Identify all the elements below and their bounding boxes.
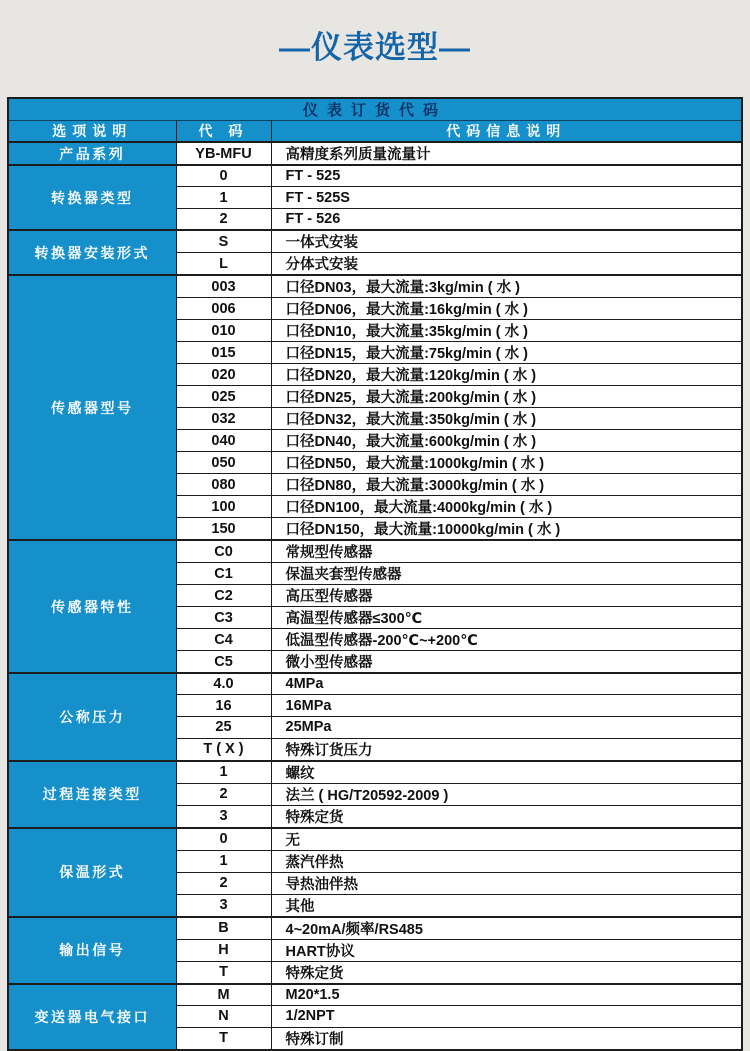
code-cell: B [176,917,271,940]
code-cell: 050 [176,452,271,474]
desc-cell: 常规型传感器 [271,540,742,563]
code-cell: H [176,939,271,961]
code-cell: C2 [176,585,271,607]
table-title: 仪表订货代码 [8,98,742,121]
desc-cell: 其他 [271,894,742,917]
code-cell: N [176,1006,271,1028]
desc-cell: 保温夹套型传感器 [271,563,742,585]
table-row [8,673,742,695]
table-title-row [8,98,742,121]
desc-cell: 口径DN50，最大流量:1000kg/min ( 水 ) [271,452,742,474]
desc-cell: 4MPa [271,673,742,695]
code-cell: 0 [176,828,271,851]
code-cell: 150 [176,518,271,541]
group-label: 转换器类型 [8,165,176,230]
desc-cell: 低温型传感器-200℃~+200℃ [271,629,742,651]
desc-cell: 口径DN03，最大流量:3kg/min ( 水 ) [271,275,742,298]
desc-cell: 分体式安装 [271,253,742,276]
code-cell: 006 [176,298,271,320]
desc-cell: 蒸汽伴热 [271,850,742,872]
group-label: 保温形式 [8,828,176,917]
desc-cell: 特殊订货压力 [271,738,742,761]
table-row [8,984,742,1006]
desc-cell: 口径DN25，最大流量:200kg/min ( 水 ) [271,386,742,408]
table-row [8,275,742,298]
table-row [8,917,742,940]
code-cell: 1 [176,850,271,872]
page-title: —仪表选型— [279,30,471,65]
desc-cell: M20*1.5 [271,984,742,1006]
table-row [8,142,742,165]
code-cell: 015 [176,342,271,364]
code-cell: T [176,1027,271,1050]
desc-cell: 口径DN20，最大流量:120kg/min ( 水 ) [271,364,742,386]
code-cell: 003 [176,275,271,298]
desc-cell: 口径DN150，最大流量:10000kg/min ( 水 ) [271,518,742,541]
desc-cell: 16MPa [271,695,742,717]
table-row [8,761,742,784]
code-cell: C5 [176,651,271,674]
code-cell: 2 [176,872,271,894]
code-cell: 1 [176,187,271,209]
code-cell: C4 [176,629,271,651]
table-row [8,165,742,187]
code-cell: M [176,984,271,1006]
table-row [8,540,742,563]
code-cell: 3 [176,805,271,828]
code-cell: C3 [176,607,271,629]
group-label: 转换器安装形式 [8,230,176,275]
col-header-code-info: 代码信息说明 [271,121,742,143]
code-cell: 3 [176,894,271,917]
code-cell: S [176,230,271,253]
code-cell: 100 [176,496,271,518]
desc-cell: 微小型传感器 [271,651,742,674]
desc-cell: 口径DN40，最大流量:600kg/min ( 水 ) [271,430,742,452]
desc-cell: 25MPa [271,717,742,739]
code-cell: 0 [176,165,271,187]
code-cell: 25 [176,717,271,739]
desc-cell: 特殊订制 [271,1027,742,1050]
desc-cell: FT - 526 [271,209,742,231]
desc-cell: 特殊定货 [271,961,742,984]
desc-cell: 高精度系列质量流量计 [271,142,742,165]
desc-cell: FT - 525S [271,187,742,209]
group-label: 过程连接类型 [8,761,176,828]
code-cell: 010 [176,320,271,342]
code-cell: C1 [176,563,271,585]
desc-cell: 4~20mA/频率/RS485 [271,917,742,940]
desc-cell: 1/2NPT [271,1006,742,1028]
desc-cell: 口径DN15，最大流量:75kg/min ( 水 ) [271,342,742,364]
code-cell: 025 [176,386,271,408]
code-cell: 032 [176,408,271,430]
group-label: 传感器特性 [8,540,176,673]
column-header-row [8,121,742,143]
desc-cell: 口径DN10，最大流量:35kg/min ( 水 ) [271,320,742,342]
code-cell: 080 [176,474,271,496]
code-cell: T [176,961,271,984]
col-header-option-description: 选项说明 [8,121,176,143]
code-cell: 2 [176,209,271,231]
code-cell: 2 [176,783,271,805]
code-cell: YB-MFU [176,142,271,165]
group-label: 传感器型号 [8,275,176,540]
table-body [8,142,742,1050]
instrument-ordering-code-table [7,97,743,1051]
desc-cell: 导热油伴热 [271,872,742,894]
desc-cell: 特殊定货 [271,805,742,828]
desc-cell: 口径DN32，最大流量:350kg/min ( 水 ) [271,408,742,430]
table-row [8,828,742,851]
desc-cell: 无 [271,828,742,851]
desc-cell: 口径DN06，最大流量:16kg/min ( 水 ) [271,298,742,320]
desc-cell: 一体式安装 [271,230,742,253]
desc-cell: 高温型传感器≤300℃ [271,607,742,629]
col-header-code: 代 码 [176,121,271,143]
desc-cell: 法兰 ( HG/T20592-2009 ) [271,783,742,805]
group-label: 变送器电气接口 [8,984,176,1050]
code-cell: C0 [176,540,271,563]
group-label: 产品系列 [8,142,176,165]
code-cell: 4.0 [176,673,271,695]
desc-cell: 高压型传感器 [271,585,742,607]
code-cell: 1 [176,761,271,784]
desc-cell: 口径DN100，最大流量:4000kg/min ( 水 ) [271,496,742,518]
code-cell: 16 [176,695,271,717]
code-cell: T ( X ) [176,738,271,761]
desc-cell: 口径DN80，最大流量:3000kg/min ( 水 ) [271,474,742,496]
code-cell: 020 [176,364,271,386]
desc-cell: HART协议 [271,939,742,961]
group-label: 公称压力 [8,673,176,761]
group-label: 输出信号 [8,917,176,984]
code-cell: L [176,253,271,276]
desc-cell: FT - 525 [271,165,742,187]
table-row [8,230,742,253]
desc-cell: 螺纹 [271,761,742,784]
code-cell: 040 [176,430,271,452]
